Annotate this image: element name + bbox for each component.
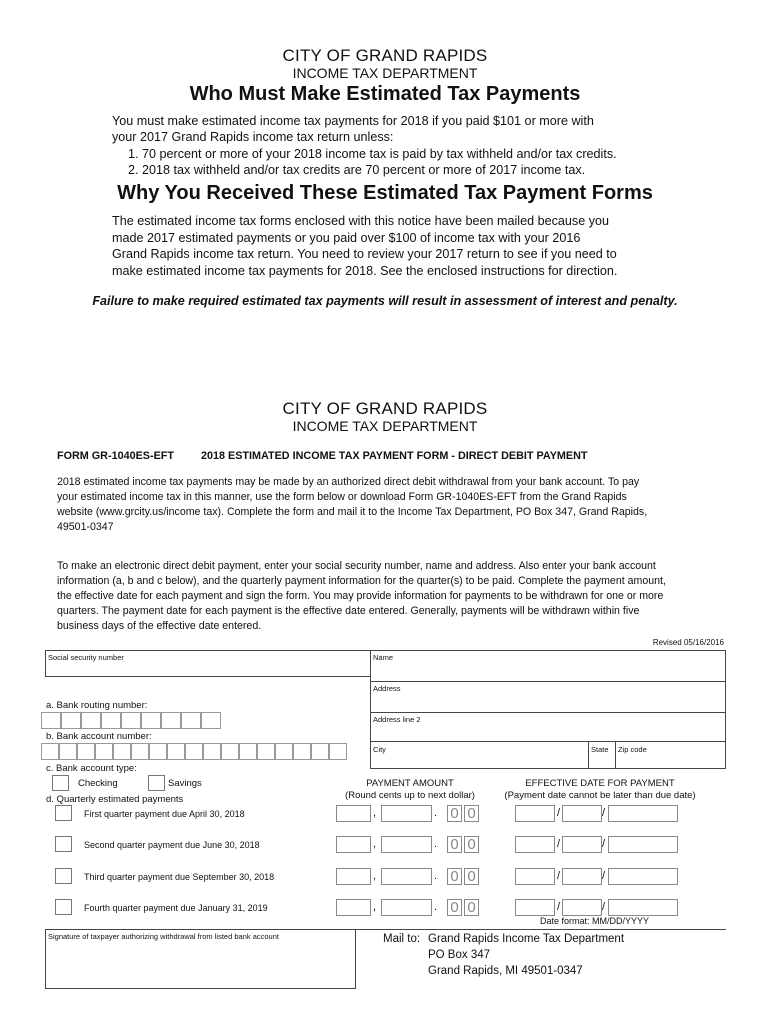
q3-label: Third quarter payment due September 30, 2018 <box>84 872 275 882</box>
account-cell[interactable] <box>167 743 185 760</box>
address-label: Address <box>373 684 401 693</box>
form-para-2-line-2: information (a, b and c below), and the quarterly payment information for the quarter(s) to be paid. Complete the payment amount, <box>57 575 666 587</box>
form-para-1-line-2: your estimated income tax in this manner, use the form below or download Form GR-1040ES-EFT from the Grand Rapids <box>57 491 627 503</box>
q1-checkbox[interactable] <box>55 805 72 821</box>
routing-cell[interactable] <box>41 712 61 729</box>
q3-slash-2: / <box>602 870 606 882</box>
q1-year[interactable] <box>608 805 678 822</box>
q4-cents-2: 0 <box>464 899 479 916</box>
account-cell[interactable] <box>131 743 149 760</box>
q2-label: Second quarter payment due June 30, 2018 <box>84 840 260 850</box>
q2-slash-1: / <box>557 838 561 850</box>
why-line-4: make estimated income tax payments for 2018. See the enclosed instructions for direction. <box>112 264 618 278</box>
routing-cell[interactable] <box>101 712 121 729</box>
q3-checkbox[interactable] <box>55 868 72 884</box>
routing-cell[interactable] <box>61 712 81 729</box>
amount-subheading: (Round cents up to next dollar) <box>345 790 475 801</box>
form-para-1-line-1: 2018 estimated income tax payments may be made by an authorized direct debit withdrawal from your bank account. To pay <box>57 476 640 488</box>
form-para-1-line-4: 49501-0347 <box>57 521 114 533</box>
q4-dot: . <box>434 901 438 913</box>
form-title: 2018 ESTIMATED INCOME TAX PAYMENT FORM - DIRECT DEBIT PAYMENT <box>201 450 588 462</box>
q1-dot: . <box>434 807 438 819</box>
ssn-field[interactable] <box>45 650 371 677</box>
account-cell[interactable] <box>257 743 275 760</box>
account-cell[interactable] <box>41 743 59 760</box>
q3-slash-1: / <box>557 870 561 882</box>
address-line-2-field[interactable] <box>370 712 726 742</box>
zip-label: Zip code <box>618 745 647 754</box>
q4-slash-1: / <box>557 901 561 913</box>
routing-cell[interactable] <box>181 712 201 729</box>
name-field[interactable] <box>370 650 726 682</box>
why-line-3: Grand Rapids income tax return. You need to review your 2017 return to see if you need to <box>112 247 617 261</box>
revised-date: Revised 05/16/2016 <box>652 638 724 647</box>
q3-year[interactable] <box>608 868 678 885</box>
account-cell[interactable] <box>203 743 221 760</box>
q1-comma: , <box>373 807 377 819</box>
q4-month[interactable] <box>515 899 555 916</box>
ssn-label: Social security number <box>48 653 124 662</box>
name-label: Name <box>373 653 394 662</box>
department-heading: INCOME TAX DEPARTMENT <box>292 65 478 81</box>
q3-dot: . <box>434 870 438 882</box>
form-city-heading: CITY OF GRAND RAPIDS <box>282 399 488 418</box>
q2-amount-thousands[interactable] <box>336 836 371 853</box>
q4-amount-dollars[interactable] <box>381 899 432 916</box>
mail-address-line-1: Grand Rapids Income Tax Department <box>428 933 625 945</box>
form-para-2-line-4: quarters. The payment date for each payment is the effective date entered. Generally, payments will be withdrawn within five <box>57 605 640 617</box>
q4-day[interactable] <box>562 899 602 916</box>
savings-checkbox[interactable] <box>148 775 165 791</box>
q2-cents-2: 0 <box>464 836 479 853</box>
account-label: b. Bank account number: <box>46 731 152 742</box>
address-line-2-label: Address line 2 <box>373 715 421 724</box>
account-cell[interactable] <box>113 743 131 760</box>
account-cell[interactable] <box>239 743 257 760</box>
routing-cell[interactable] <box>201 712 221 729</box>
q1-cents-2: 0 <box>464 805 479 822</box>
q1-amount-dollars[interactable] <box>381 805 432 822</box>
q2-comma: , <box>373 838 377 850</box>
q2-month[interactable] <box>515 836 555 853</box>
q3-amount-dollars[interactable] <box>381 868 432 885</box>
date-format-note: Date format: MM/DD/YYYY <box>540 916 650 926</box>
intro-line-1: You must make estimated income tax payments for 2018 if you paid $101 or more with <box>112 114 594 128</box>
intro-line-2: your 2017 Grand Rapids income tax return unless: <box>112 130 394 144</box>
form-para-2-line-3: the effective date for each payment and sign the form. You may provide information for payments to be withdrawn for one or more <box>57 590 664 602</box>
account-type-label: c. Bank account type: <box>46 763 137 774</box>
q4-cents-1: 0 <box>447 899 462 916</box>
account-cell[interactable] <box>185 743 203 760</box>
why-line-2: made 2017 estimated payments or you paid over $100 of income tax with your 2016 <box>112 231 581 245</box>
condition-item-2: 2. 2018 tax withheld and/or tax credits are 70 percent or more of 2017 income tax. <box>128 163 586 177</box>
checking-checkbox[interactable] <box>52 775 69 791</box>
q2-year[interactable] <box>608 836 678 853</box>
q3-day[interactable] <box>562 868 602 885</box>
q1-day[interactable] <box>562 805 602 822</box>
q2-day[interactable] <box>562 836 602 853</box>
form-para-1-line-3: website (www.grcity.us/income tax). Complete the form and mail it to the Income Tax Department, PO Box 347, Grand Rapids, <box>57 506 648 518</box>
q1-amount-thousands[interactable] <box>336 805 371 822</box>
form-id: FORM GR-1040ES-EFT <box>57 450 174 462</box>
q3-month[interactable] <box>515 868 555 885</box>
q3-amount-thousands[interactable] <box>336 868 371 885</box>
mail-address-line-3: Grand Rapids, MI 49501-0347 <box>428 965 583 977</box>
mail-to-top-rule <box>355 929 726 930</box>
account-cell[interactable] <box>311 743 329 760</box>
condition-item-1: 1. 70 percent or more of your 2018 income tax is paid by tax withheld and/or tax credits. <box>128 147 617 161</box>
account-cell[interactable] <box>329 743 347 760</box>
q4-year[interactable] <box>608 899 678 916</box>
q4-slash-2: / <box>602 901 606 913</box>
signature-field[interactable] <box>45 929 356 989</box>
form-department-heading: INCOME TAX DEPARTMENT <box>292 418 478 434</box>
account-number-cells[interactable] <box>41 743 347 760</box>
q2-amount-dollars[interactable] <box>381 836 432 853</box>
who-must-title: Who Must Make Estimated Tax Payments <box>189 83 581 105</box>
routing-cell[interactable] <box>161 712 181 729</box>
account-cell[interactable] <box>275 743 293 760</box>
q3-cents-1: 0 <box>447 868 462 885</box>
q2-checkbox[interactable] <box>55 836 72 852</box>
address-field[interactable] <box>370 681 726 713</box>
amount-heading: PAYMENT AMOUNT <box>366 778 454 789</box>
routing-cell[interactable] <box>141 712 161 729</box>
penalty-warning: Failure to make required estimated tax payments will result in assessment of interest and penalty. <box>92 294 678 308</box>
q1-slash-1: / <box>557 807 561 819</box>
signature-label: Signature of taxpayer authorizing withdrawal from listed bank account <box>48 932 279 941</box>
q1-slash-2: / <box>602 807 606 819</box>
why-received-title: Why You Received These Estimated Tax Payment Forms <box>117 182 653 204</box>
routing-label: a. Bank routing number: <box>46 700 148 711</box>
form-para-2-line-5: business days of the effective date entered. <box>57 620 262 632</box>
savings-label: Savings <box>168 778 202 789</box>
state-label: State <box>591 745 609 754</box>
account-cell[interactable] <box>59 743 77 760</box>
date-subheading: (Payment date cannot be later than due date) <box>504 790 696 801</box>
city-label: City <box>373 745 386 754</box>
account-cell[interactable] <box>95 743 113 760</box>
state-field[interactable] <box>588 741 616 769</box>
date-heading: EFFECTIVE DATE FOR PAYMENT <box>525 778 675 789</box>
city-field[interactable] <box>370 741 589 769</box>
account-cell[interactable] <box>149 743 167 760</box>
routing-cell[interactable] <box>81 712 101 729</box>
form-para-2-line-1: To make an electronic direct debit payment, enter your social security number, name and address. Also enter your bank account <box>57 560 656 572</box>
q2-slash-2: / <box>602 838 606 850</box>
mail-address-line-2: PO Box 347 <box>428 949 491 961</box>
q4-checkbox[interactable] <box>55 899 72 915</box>
q4-comma: , <box>373 901 377 913</box>
q1-label: First quarter payment due April 30, 2018 <box>84 809 245 819</box>
city-heading: CITY OF GRAND RAPIDS <box>282 46 488 65</box>
mail-to-label: Mail to: <box>383 933 421 945</box>
q4-amount-thousands[interactable] <box>336 899 371 916</box>
why-line-1: The estimated income tax forms enclosed with this notice have been mailed because you <box>112 214 610 228</box>
q2-dot: . <box>434 838 438 850</box>
q3-comma: , <box>373 870 377 882</box>
q4-label: Fourth quarter payment due January 31, 2019 <box>84 903 268 913</box>
routing-number-cells[interactable] <box>41 712 221 729</box>
quarterly-label: d. Quarterly estimated payments <box>46 794 184 805</box>
zip-field[interactable] <box>615 741 726 769</box>
q1-cents-1: 0 <box>447 805 462 822</box>
q3-cents-2: 0 <box>464 868 479 885</box>
account-cell[interactable] <box>293 743 311 760</box>
checking-label: Checking <box>78 778 118 789</box>
routing-cell[interactable] <box>121 712 141 729</box>
account-cell[interactable] <box>77 743 95 760</box>
q1-month[interactable] <box>515 805 555 822</box>
account-cell[interactable] <box>221 743 239 760</box>
q2-cents-1: 0 <box>447 836 462 853</box>
